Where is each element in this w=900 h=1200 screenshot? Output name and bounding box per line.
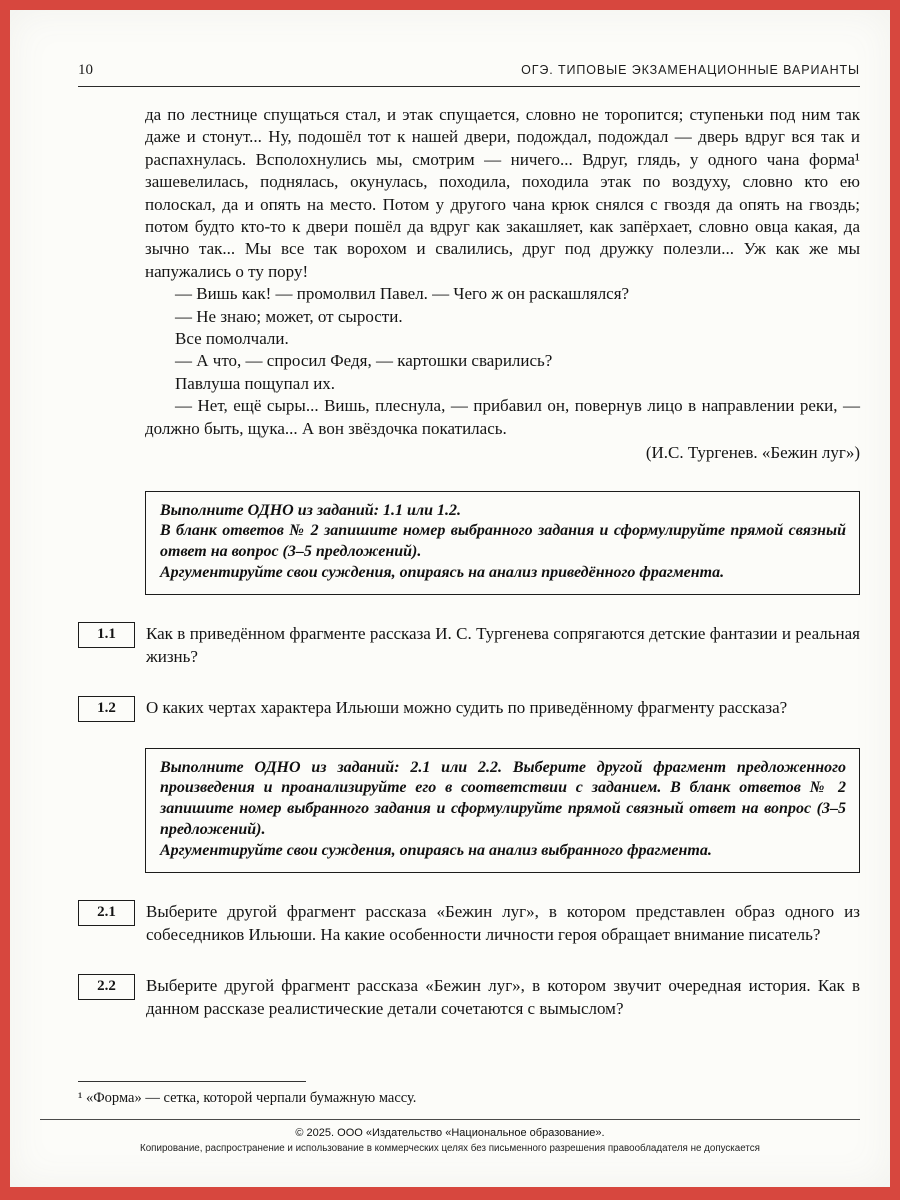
instruction-box-2 [145,748,860,873]
copyright-notice: Копирование, распространение и использование в коммерческих целях без письменного разрешения правообладателя не допускается [140,1143,760,1154]
task-text: О каких чертах характера Ильюши можно судить по приведённому фрагменту рассказа? [146,697,788,717]
passage-paragraph: — Не знаю; может, от сырости. [175,306,403,326]
page [10,10,890,1187]
passage-paragraph: — Вишь как! — промолвил Павел. — Чего ж он раскашлялся? [175,284,630,304]
task-text: Выберите другой фрагмент рассказа «Бежин луг», в котором представлен образ одного из собеседников Ильюши. На какие особенности личности героя обращает внимание писатель? [146,901,860,945]
task-number-badge: 2.2 [78,974,135,1000]
task-2-2 [78,974,860,1021]
task-1-1 [78,622,860,669]
instruction-paragraph: В бланк ответов № 2 запишите номер выбранного задания и сформулируйте прямой связный ответ на вопрос (3–5 предложений). [160,522,846,561]
task-number-badge: 2.1 [78,900,135,926]
instruction-paragraph: Аргументируйте свои суждения, опираясь на анализ приведённого фрагмента. [160,563,725,581]
task-2-1 [78,900,860,947]
task-text: Выберите другой фрагмент рассказа «Бежин луг», в котором звучит очередная история. Как в данном рассказе реалистические детали сочетаются с вымыслом? [146,975,860,1019]
instruction-paragraph: Выполните ОДНО из заданий: 2.1 или 2.2. Выберите другой фрагмент предложенного произведения и проанализируйте его в соответствии с заданием. В бланк ответов № 2 запишите номер выбранного задания и сформулируйте прямой связный ответ на вопрос (3–5 предложений). [160,758,846,839]
page-footer [40,1119,860,1154]
footnote-area [78,1081,793,1107]
passage-paragraph: — А что, — спросил Федя, — картошки сварились? [175,351,553,371]
footnote: ¹ «Форма» — сетка, которой черпали бумажную массу. [78,1090,417,1106]
page-number: 10 [78,62,93,78]
task-number-badge: 1.1 [78,622,135,648]
instruction-paragraph: Выполните ОДНО из заданий: 1.1 или 1.2. [160,501,462,519]
passage-paragraph: да по лестнице спущаться стал, и этак спущается, словно не торопится; ступеньки под ним так даже и стонут... Ну, подошёл тот к нашей двери, подождал, подождал — дверь вдруг вся так и распахнулась. Всполохнулись мы, смотрим — ничего... Вдруг, глядь, у одного чана форма¹ зашевелилась, поднялась, окунулась, походила, походила этак по воздуху, словно кто ею полоскал, да и опять на место. Потом у другого чана крюк снялся с гвоздя да опять на гвоздь; потом будто кто-то к двери пошёл да вдруг как закашляет, как запёрхает, словно овца какая, да зычно так... Мы все так ворохом и свалились, друг под дружку полезли... Уж как же мы напужались о ту пору! [145,105,860,281]
task-1-2 [78,696,860,722]
running-title: ОГЭ. ТИПОВЫЕ ЭКЗАМЕНАЦИОННЫЕ ВАРИАНТЫ [521,63,860,77]
copyright-line: © 2025. ООО «Издательство «Национальное образование». [295,1127,605,1139]
footnote-divider [78,1081,306,1082]
task-number-badge: 1.2 [78,696,135,722]
passage-paragraph: Павлуша пощупал их. [175,373,336,393]
page-header [78,62,860,87]
passage-paragraph: — Нет, ещё сыры... Вишь, плеснула, — прибавил он, повернув лицо в направлении реки, — должно быть, щука... А вон звёздочка покатилась. [145,396,860,438]
instruction-paragraph: Аргументируйте свои суждения, опираясь на анализ выбранного фрагмента. [160,841,712,859]
task-text: Как в приведённом фрагменте рассказа И. С. Тургенева сопрягаются детские фантазии и реальная жизнь? [146,623,860,667]
instruction-box-1 [145,491,860,595]
passage-attribution: (И.С. Тургенев. «Бежин луг») [645,443,860,463]
passage-paragraph: Все помолчали. [175,329,289,349]
passage [145,104,860,465]
